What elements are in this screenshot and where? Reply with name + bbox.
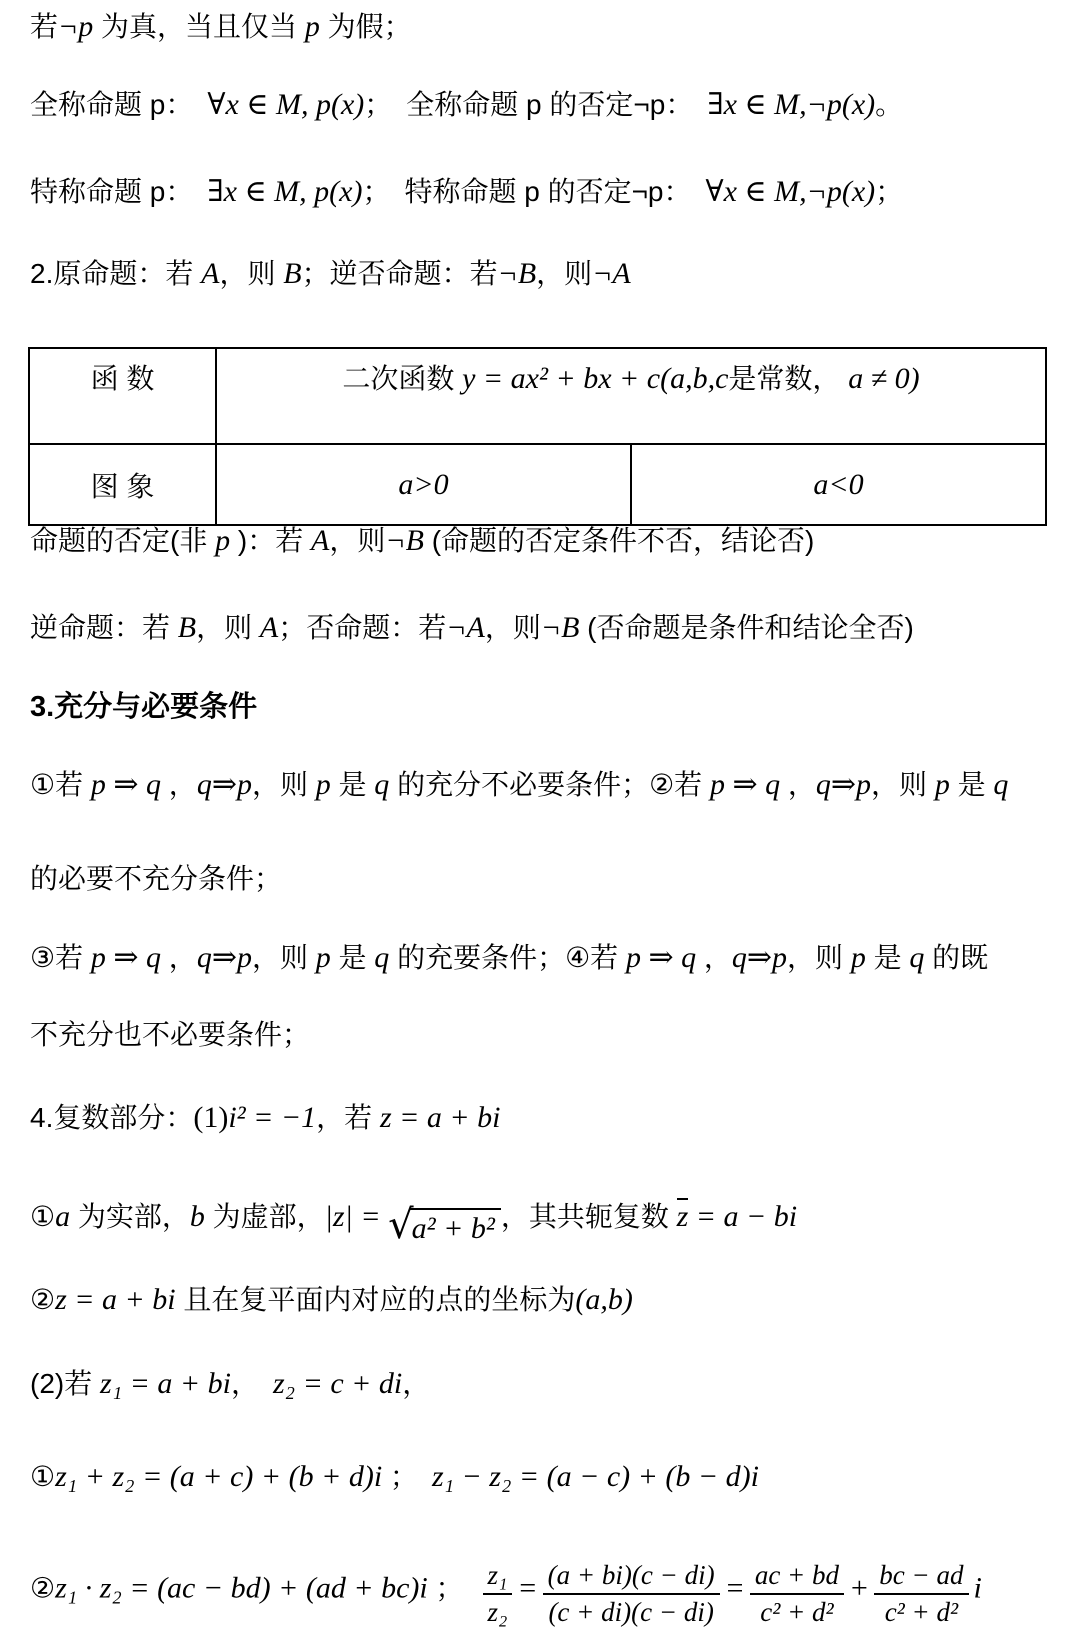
fraction-z1-over-z2 [483,1560,513,1628]
fraction-numerator: ac + bd [750,1560,844,1595]
radical-sign: √ [388,1202,414,1248]
text-segment: a<0 [813,467,864,501]
text-segment: z = a + bi [379,1101,501,1134]
text-segment: ② [30,1284,56,1315]
text-segment: ①若 [30,769,91,800]
text-segment: 4.复数部分： [30,1102,194,1133]
fraction-denominator: c² + d² [760,1597,834,1628]
line-complex-plane-point [30,1281,633,1319]
line-neither-sufficient-nor-necessary [30,1017,310,1052]
heading-sufficient-necessary [30,689,257,725]
fraction-imaginary-part [874,1560,968,1628]
line-proposition-negation [30,522,814,560]
text-segment: B [177,611,197,644]
text-segment: ，则 [484,612,541,643]
text-segment: ；逆否命题：若 [301,258,498,289]
text-segment: 是常数， [728,363,849,394]
text-segment: 全称命题 p： [30,89,208,120]
text-segment: 是 [330,769,375,800]
line-z1-z2-definition [30,1365,430,1403]
text-segment: ① [30,1461,56,1492]
text-segment: ，其共轭复数 [500,1201,677,1232]
cell-function-formula [216,348,1046,444]
text-segment: p [315,768,331,801]
text-segment: p [934,768,950,801]
text-segment: ，则 [787,942,851,973]
text-segment: z₁ − z₂ = (a − c) + (b − d)i [431,1460,759,1493]
line-negation-iff [30,8,412,46]
text-segment: ， [230,1368,273,1399]
table-row-function [29,348,1046,444]
text-segment: p ⇒ q [709,768,781,801]
text-segment: ② [30,1572,56,1604]
text-segment: 逆命题：若 [30,612,178,643]
fraction-denominator: z₂ [487,1597,508,1628]
text-segment: 函 数 [90,363,155,394]
text-segment: ， [402,1368,431,1399]
text-segment: z₁ + z₂ = (a + c) + (b + d)i [55,1460,383,1493]
text-segment: ； 全称命题 p 的否定¬p： [364,89,708,120]
text-segment: 为真，当且仅当 [93,11,305,42]
text-segment: = [517,1571,538,1605]
text-segment: (a,b) [575,1283,633,1316]
text-segment: z = a + bi [55,1283,176,1316]
text-segment: 的充要条件；④若 [389,942,626,973]
text-segment: a ≠ 0) [848,362,920,395]
text-segment: ③若 [30,942,91,973]
square-root [388,1202,501,1248]
text-segment: (1) [193,1101,229,1134]
text-segment: ，则 [251,769,316,800]
text-segment: p ⇒ q [90,941,162,974]
text-segment: = [724,1571,745,1605]
text-segment: q [993,768,1009,801]
text-segment: i² = −1 [228,1101,317,1134]
line-complex-sum-difference [30,1458,759,1496]
text-segment: + [849,1571,870,1605]
text-segment: ，则 [536,258,593,289]
text-segment: A [311,524,330,557]
text-segment: ¬B [497,257,537,290]
fraction-numerator: bc − ad [874,1560,968,1595]
text-segment: )：若 [230,525,311,556]
text-segment: ， [161,942,197,973]
text-segment: (命题的否定条件不否，结论否) [423,525,815,556]
conjugate-overbar: z [676,1200,689,1233]
text-segment: p [304,10,320,43]
text-segment: 的必要不充分条件； [30,863,283,894]
text-segment: 命题的否定(非 [30,525,216,556]
text-segment: 是 [330,942,375,973]
text-segment: q [374,768,390,801]
line-necessary-not-sufficient [30,861,282,896]
text-segment: (2)若 [30,1368,101,1399]
text-segment: ① [30,1201,56,1232]
cell-a-positive [216,444,631,525]
text-segment: z₁ = a + bi [100,1367,231,1400]
text-segment: ，则 [196,612,260,643]
text-segment: ； [382,1461,432,1492]
text-segment: (否命题是条件和结论全否) [579,612,914,643]
text-segment: 为假； [319,11,412,42]
text-segment: ，则 [219,258,284,289]
text-segment: p ⇒ q [90,768,162,801]
text-segment: b [189,1200,205,1233]
table-row-graph [29,444,1046,525]
text-segment: z₁ · z₂ = (ac − bd) + (ad + bc)i [55,1571,428,1605]
text-segment: ∃x ∈ M,¬p(x) [707,88,876,121]
text-segment: ∀x ∈ M,¬p(x) [705,175,876,208]
text-segment: 为虚部， [204,1201,325,1232]
line-complex-intro [30,1099,500,1137]
text-segment: ； [427,1572,478,1604]
text-segment: ¬A [592,257,631,290]
text-segment: q⇒p [196,768,252,801]
fraction-numerator: z₁ [483,1560,513,1595]
fraction-real-part [750,1560,844,1628]
cell-function-label [29,348,216,444]
text-segment: q [374,941,390,974]
text-segment: p [850,941,866,974]
line-original-contrapositive [30,255,631,293]
line-universal-proposition [30,86,903,124]
text-segment: 的充分不必要条件；②若 [389,769,710,800]
fraction-denominator: (c + di)(c − di) [548,1597,714,1628]
text-segment: ；否命题：若 [278,612,447,643]
text-segment: a [55,1200,71,1233]
text-segment: = a − bi [688,1200,798,1233]
text-segment: ∃x ∈ M, p(x) [207,175,363,208]
text-segment: 是 [949,769,994,800]
text-segment: ，若 [316,1102,380,1133]
text-segment: A [259,611,279,644]
fraction-numerator: (a + bi)(c − di) [543,1560,720,1595]
text-segment: ； 特称命题 p 的否定¬p： [362,176,706,207]
line-condition-1-2 [30,766,1008,804]
text-segment: q⇒p [731,941,788,974]
text-segment: i [973,1571,982,1605]
text-segment: q⇒p [196,941,252,974]
text-segment: ，则 [251,942,316,973]
text-segment: ，则 [329,525,386,556]
text-segment: 图 象 [90,470,155,502]
text-segment: ¬B [540,611,580,644]
radicand: a² + b² [410,1208,501,1245]
text-segment: q [909,941,925,974]
text-segment: p ⇒ q [625,941,697,974]
text-segment: 二次函数 [342,363,463,394]
text-segment: ， [780,769,816,800]
text-segment: y = ax² + bx + c(a,b,c [462,362,729,395]
text-segment: 特称命题 p： [30,176,208,207]
cell-a-negative [631,444,1046,525]
fraction-expanded-product [543,1560,720,1628]
text-segment: ¬B [385,524,424,557]
fraction-denominator: c² + d² [884,1597,959,1628]
section-heading-text: 3.充分与必要条件 [30,691,258,723]
text-segment: ， [696,942,732,973]
text-segment: ¬p [58,10,94,43]
text-segment: A [201,257,220,290]
text-segment: 。 [875,89,904,120]
text-segment: z₂ = c + di [272,1367,403,1400]
text-segment: q⇒p [815,768,872,801]
text-segment: 不充分也不必要条件； [30,1019,311,1050]
text-segment: ， [161,769,197,800]
quadratic-function-table [28,347,1047,526]
text-segment: p [315,941,331,974]
text-segment: 为实部， [70,1201,190,1232]
text-segment: ¬A [446,611,485,644]
line-existential-proposition [30,173,903,211]
text-segment: |z| = [324,1200,389,1233]
cell-graph-label [29,444,216,525]
text-segment: 若 [30,11,59,42]
text-segment: 是 [865,942,910,973]
text-segment: 且在复平面内对应的点的坐标为 [175,1284,576,1315]
text-segment: ，则 [871,769,935,800]
line-converse-inverse [30,609,914,647]
text-segment: p [215,524,231,557]
text-segment: a>0 [398,467,449,501]
text-segment: 的既 [924,942,989,973]
text-segment: B [283,257,302,290]
text-segment: ； [875,176,904,207]
line-condition-3-4 [30,939,988,977]
line-modulus-conjugate [30,1198,798,1248]
line-complex-product-quotient [30,1560,982,1628]
text-segment: ∀x ∈ M, p(x) [207,88,365,121]
text-segment: 2.原命题：若 [30,258,202,289]
